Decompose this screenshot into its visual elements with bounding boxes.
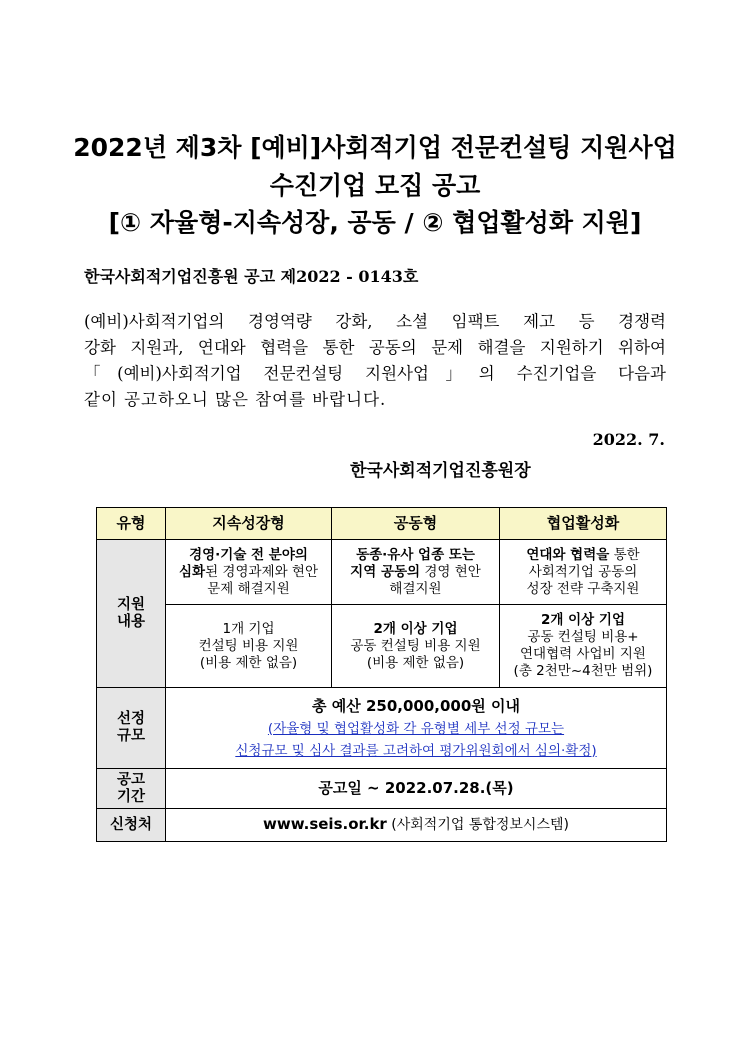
support-cost-joint: [332, 605, 500, 688]
selection-label: [97, 688, 166, 769]
desc-text: 성장 전략 구축지원: [526, 580, 640, 597]
cost-text: 컨설팅 비용 지원: [198, 637, 299, 654]
period-value: 공고일 ~ 2022.07.28.(목): [166, 769, 667, 809]
cost-text: 2개 이상 기업: [541, 612, 625, 628]
selection-note: 신청규모 및 심사 결과를 고려하여 평가위원회에서 심의·확정): [235, 742, 597, 759]
selection-label-a: 선정: [116, 711, 145, 727]
intro-line-3: 「(예비)사회적기업 전문컨설팅 지원사업」의 수진기업을 다음과: [84, 364, 666, 383]
selection-content: [166, 688, 667, 769]
desc-text: 경영 현안: [420, 563, 481, 580]
selection-note: (자율형 및 협업활성화 각 유형별 세부 선정 규모는: [267, 720, 565, 737]
desc-text: 사회적기업 공동의: [528, 563, 638, 580]
table-header-row: [97, 508, 667, 540]
cost-text: 공동 컨설팅 비용+: [527, 629, 639, 645]
desc-text: 된 경영과제와 현안: [205, 563, 318, 580]
header-joint: 공동형: [332, 508, 500, 540]
issuer: 한국사회적기업진흥원장: [350, 461, 531, 481]
desc-bold: 동종·유사 업종 또는: [356, 546, 475, 563]
apply-row: [97, 809, 667, 842]
desc-bold: 지역 공동의: [350, 563, 421, 580]
notice-number: 한국사회적기업진흥원 공고 제2022 - 0143호: [84, 267, 419, 286]
desc-bold: 경영·기술 전 분야의: [189, 546, 308, 563]
title-line-3: [① 자율형-지속성장, 공동 / ② 협업활성화 지원]: [108, 208, 642, 237]
title-line-2: 수진기업 모집 공고: [269, 171, 481, 200]
desc-bold: 연대와 협력을: [526, 546, 610, 563]
intro-line-4: 같이 공고하오니 많은 참여를 바랍니다.: [84, 390, 387, 409]
recruitment-table: [96, 507, 667, 842]
intro-line-2: 강화 지원과, 연대와 협력을 통한 공동의 문제 해결을 지원하기 위하여: [84, 338, 666, 357]
desc-text: 통한: [609, 546, 640, 563]
period-row: [97, 769, 667, 809]
cost-text: 공동 컨설팅 비용 지원: [350, 637, 481, 654]
desc-text: 문제 해결지원: [207, 580, 290, 597]
apply-site-desc: (사회적기업 통합정보시스템): [386, 817, 569, 833]
cost-text: 1개 기업: [222, 620, 275, 637]
desc-bold: 심화: [178, 563, 206, 580]
cost-text: 연대협력 사업비 지원: [520, 646, 646, 662]
header-sustainable: 지속성장형: [166, 508, 332, 540]
period-label-b: 기간: [116, 788, 145, 805]
support-desc-row: [97, 540, 667, 605]
cost-text: (비용 제한 없음): [199, 654, 298, 671]
period-label-a: 공고: [116, 771, 145, 788]
cost-text: 2개 이상 기업: [373, 620, 458, 637]
selection-label-b: 규모: [116, 728, 145, 744]
support-cost-sustainable: [166, 605, 332, 688]
total-budget: 총 예산 250,000,000원 이내: [312, 696, 520, 715]
notice-date: 2022. 7.: [592, 430, 665, 449]
support-label-b: 내용: [116, 613, 145, 630]
period-label: [97, 769, 166, 809]
support-label-a: 지원: [116, 596, 145, 613]
support-desc-collaboration: [500, 540, 667, 605]
apply-content: [166, 809, 667, 842]
selection-row: [97, 688, 667, 769]
cost-text: (총 2천만~4천만 범위): [513, 663, 653, 679]
support-desc-sustainable: [166, 540, 332, 605]
support-cost-row: [97, 605, 667, 688]
title-line-1: 2022년 제3차 [예비]사회적기업 전문컨설팅 지원사업: [73, 133, 677, 162]
support-desc-joint: [332, 540, 500, 605]
support-cost-collaboration: [500, 605, 667, 688]
header-type: 유형: [97, 508, 166, 540]
intro-line-1: (예비)사회적기업의 경영역량 강화, 소셜 임팩트 제고 등 경쟁력: [84, 312, 666, 331]
support-label: [97, 540, 166, 688]
desc-text: 해결지원: [389, 580, 442, 597]
cost-text: (비용 제한 없음): [366, 654, 465, 671]
header-collaboration: 협업활성화: [500, 508, 667, 540]
apply-site-link[interactable]: www.seis.or.kr: [263, 815, 387, 833]
apply-label: 신청처: [97, 809, 166, 842]
